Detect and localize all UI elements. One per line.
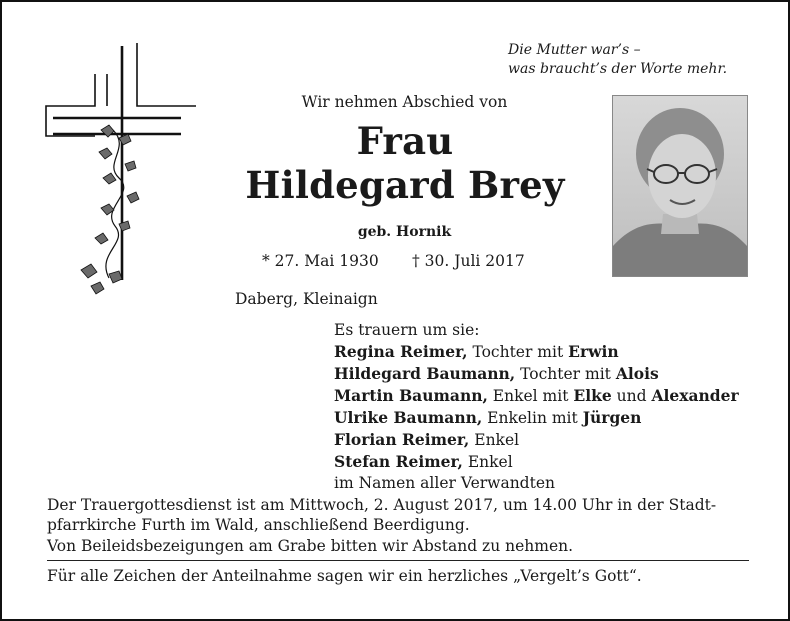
birth-date: * 27. Mai 1930 — [262, 252, 379, 270]
mourner-relation: Tochter mit — [467, 343, 569, 361]
mourner-name: Florian Reimer, — [334, 430, 470, 449]
mourner-relation: Enkel mit — [487, 387, 574, 405]
mourner-name: Hildegard Baumann, — [334, 364, 516, 383]
mourner-relation: Enkel — [462, 453, 513, 471]
mourner-relation: Enkel — [469, 431, 520, 449]
epigraph-quote — [508, 41, 758, 79]
mourner-connector: und — [611, 387, 652, 405]
salutation: Frau — [356, 119, 454, 163]
condolence-request: Von Beileidsbezeigungen am Grabe bitten wir Abstand zu nehmen. — [47, 537, 574, 555]
quote-line-2: was braucht’s der Worte mehr. — [508, 61, 728, 77]
deceased-name — [202, 119, 608, 207]
mourner-partner: Elke — [573, 386, 612, 405]
mourner-partner: Jürgen — [582, 408, 642, 427]
maiden-name: geb. Hornik — [357, 224, 452, 240]
full-name: Hildegard Brey — [245, 163, 565, 207]
mourner-name: Martin Baumann, — [334, 386, 488, 405]
cross-with-ivy-icon — [41, 38, 201, 298]
thanks-line: Für alle Zeichen der Anteilnahme sagen wir ein herzliches „Vergelt’s Gott“. — [47, 567, 642, 585]
mourner-partner-2: Alexander — [651, 386, 739, 405]
list-item — [334, 341, 739, 363]
residence: Daberg, Kleinaign — [235, 290, 378, 308]
mourner-partner: Erwin — [568, 342, 619, 361]
divider — [47, 560, 749, 561]
service-announcement — [47, 495, 752, 535]
mourner-relation: Tochter mit — [515, 365, 616, 383]
list-item — [334, 385, 739, 407]
mourner-partner: Alois — [615, 364, 659, 383]
mourners-heading: Es trauern um sie: — [334, 321, 480, 339]
list-item — [334, 451, 739, 473]
list-item — [334, 407, 739, 429]
service-line-2: pfarrkirche Furth im Wald, anschließend Beerdigung. — [47, 516, 470, 534]
portrait-illustration — [613, 96, 747, 276]
list-item — [334, 363, 739, 385]
death-date: † 30. Juli 2017 — [412, 252, 525, 270]
mourners-list — [334, 320, 739, 494]
mourner-name: Regina Reimer, — [334, 342, 468, 361]
quote-line-1: Die Mutter war’s – — [508, 42, 641, 58]
mourner-name: Ulrike Baumann, — [334, 408, 483, 427]
intro-line: Wir nehmen Abschied von — [301, 93, 508, 111]
list-item — [334, 429, 739, 451]
mourner-relation: Enkelin mit — [482, 409, 583, 427]
mourners-closing: im Namen aller Verwandten — [334, 474, 555, 492]
service-line-1: Der Trauergottesdienst ist am Mittwoch, 2. August 2017, um 14.00 Uhr in der Stadt- — [47, 496, 717, 514]
mourner-name: Stefan Reimer, — [334, 452, 463, 471]
portrait-photo — [612, 95, 748, 277]
